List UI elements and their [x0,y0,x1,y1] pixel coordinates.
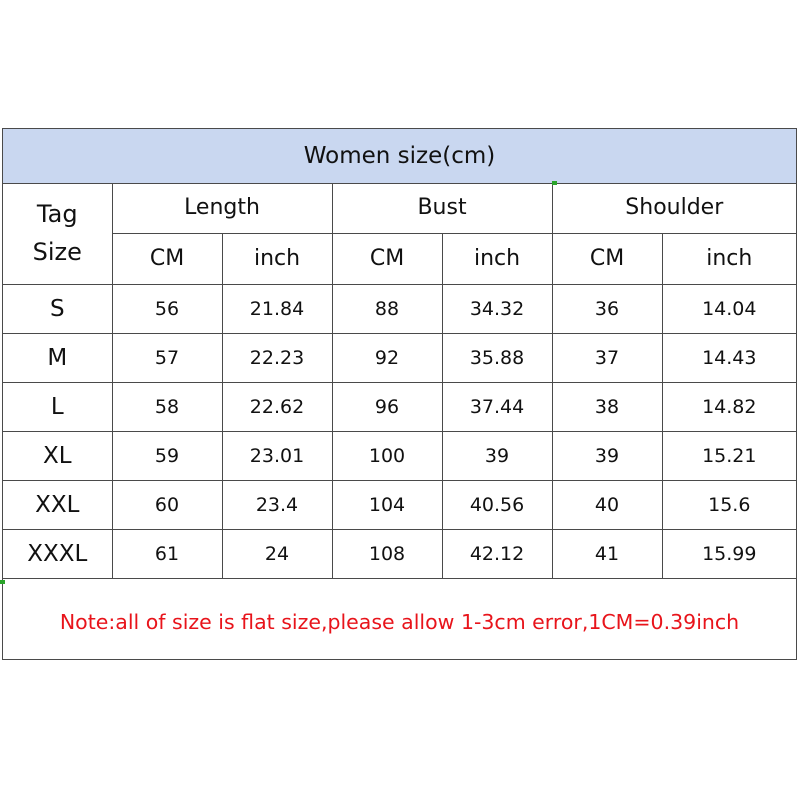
unit-header: inch [442,233,552,284]
measurement-cell: 35.88 [442,333,552,382]
group-header-bust: Bust [332,183,552,233]
size-label-cell: XXL [3,480,112,529]
measurement-cell: 58 [112,382,222,431]
unit-header: inch [222,233,332,284]
measurement-cell: 108 [332,529,442,578]
measurement-cell: 22.23 [222,333,332,382]
chart-title: Women size(cm) [3,129,796,184]
measurement-cell: 23.4 [222,480,332,529]
measurement-cell: 56 [112,284,222,333]
measurement-cell: 57 [112,333,222,382]
measurement-cell: 60 [112,480,222,529]
size-label-cell: M [3,333,112,382]
measurement-cell: 104 [332,480,442,529]
measurement-cell: 14.82 [662,382,796,431]
measurement-cell: 92 [332,333,442,382]
table-row [3,529,796,578]
green-marker [552,181,557,185]
size-label-cell: XL [3,431,112,480]
size-label-cell: S [3,284,112,333]
measurement-cell: 40.56 [442,480,552,529]
measurement-cell: 61 [112,529,222,578]
measurement-cell: 15.99 [662,529,796,578]
measurement-cell: 88 [332,284,442,333]
measurement-cell: 37.44 [442,382,552,431]
measurement-cell: 22.62 [222,382,332,431]
group-header-length: Length [112,183,332,233]
table-row [3,431,796,480]
group-header-shoulder: Shoulder [552,183,796,233]
measurement-cell: 100 [332,431,442,480]
measurement-cell: 39 [442,431,552,480]
unit-header-row [3,233,796,284]
measurement-cell: 39 [552,431,662,480]
table-row [3,333,796,382]
measurement-cell: 21.84 [222,284,332,333]
size-table [3,183,796,579]
size-label-cell: XXXL [3,529,112,578]
measurement-cell: 37 [552,333,662,382]
tag-header-line-2: Size [32,238,82,267]
measurement-cell: 14.04 [662,284,796,333]
unit-header: CM [112,233,222,284]
size-label-cell: L [3,382,112,431]
measurement-cell: 34.32 [442,284,552,333]
unit-header: CM [332,233,442,284]
size-note: Note:all of size is flat size,please allow 1-3cm error,1CM=0.39inch [59,609,740,634]
measurement-cell: 23.01 [222,431,332,480]
table-row [3,480,796,529]
measurement-cell: 96 [332,382,442,431]
measurement-cell: 41 [552,529,662,578]
measurement-cell: 24 [222,529,332,578]
measurement-cell: 14.43 [662,333,796,382]
measurement-cell: 40 [552,480,662,529]
group-header-row [3,183,796,233]
measurement-cell: 15.21 [662,431,796,480]
tag-size-header [3,183,112,284]
measurement-cell: 15.6 [662,480,796,529]
table-row [3,382,796,431]
size-rows [3,284,796,578]
table-row [3,284,796,333]
measurement-cell: 38 [552,382,662,431]
measurement-cell: 42.12 [442,529,552,578]
measurement-cell: 59 [112,431,222,480]
measurement-cell: 36 [552,284,662,333]
unit-header: inch [662,233,796,284]
tag-header-line-1: Tag [36,200,78,229]
green-marker [0,580,5,584]
unit-header: CM [552,233,662,284]
size-chart [2,128,797,660]
